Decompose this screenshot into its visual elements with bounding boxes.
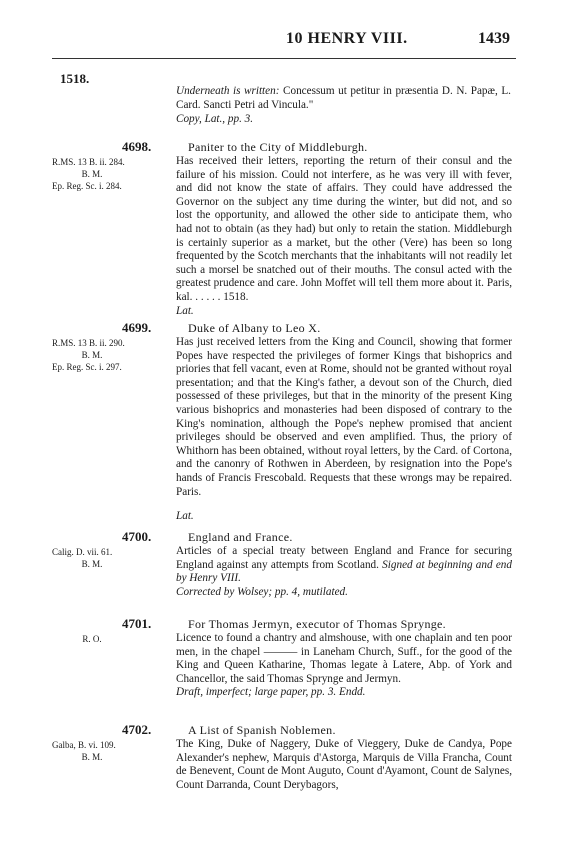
entry-body — [176, 632, 512, 700]
entry-references — [52, 633, 172, 645]
entry-note: Lat. — [176, 510, 194, 522]
header-rule — [52, 58, 516, 59]
reference: Galba, B. vi. 109. — [52, 740, 116, 750]
entry-title: Paniter to the City of Middleburgh. — [188, 140, 368, 154]
prelude-lead: Underneath is written: — [176, 85, 280, 97]
reference: R.MS. 13 B. ii. 284. — [52, 157, 125, 167]
entry-text: Licence to found a chantry and almshouse, with one chaplain and ten poor men, in the chapel ——— in Laneham Church, Suff., for the good of the King and Queen Katharine, Thomas legate à Latere, Abp. of York and Chancellor, the said Thomas Sprynge and Jermyn. — [176, 632, 512, 685]
running-header — [0, 30, 567, 54]
entry-body — [176, 336, 512, 499]
entry-number: 4702. — [122, 722, 152, 737]
entry-text: Has just received letters from the King and Council, showing that former Popes have respected the privileges of former Kings that bishoprics and priories that fell vacant, even at Rome, should not be granted without royal presentation; and that the King's father, a devout son of the Church, died possessed of these privileges, but that in the minority of the present King various bishoprics and monasteries had been disposed of contrary to the King's nomination, although the Pope's nephew promised that ancient privileges should be observed and even amplified. Thus, the priory of Whithorn has been obtained, without royal letters, by the Card. of Cortona, and the canonry of Rothwen in Aberdeen, by resignation into the Pope's hands of Francis Frescobald. Requests that these wrongs may be repaired. Paris. — [176, 336, 512, 498]
running-title: 10 HENRY VIII. — [286, 30, 408, 47]
entry-text: Has received their letters, reporting the return of their consul and the failure of his mission. Could not interfere, as he was very ill with fever, and did not know the state of affairs. They could have addressed the Governor on the subject any time during the winter, but did not, and so lost the opportunity, and allowed the other side to anticipate them, who had not to obtain (as they had) but only to retain the station. Middleburgh is certainly superior as a market, but the other (Vere) has been so long frequented by the Scotch merchants that the inhabitants will not readily let such a morsel be snatched out of their mouths. The consul acted with the greatest prudence and care. John Moffet will tell them more about it. Paris, kal. . . . . . 1518. — [176, 155, 512, 303]
page-number: 1439 — [478, 30, 510, 47]
entry-title: A List of Spanish Noblemen. — [188, 723, 336, 737]
year-marker: 1518. — [60, 71, 90, 86]
entry-number: 4698. — [122, 139, 152, 154]
entry-number: 4699. — [122, 320, 152, 335]
reference: Ep. Reg. Sc. i. 284. — [52, 181, 122, 191]
reference: B. M. — [81, 752, 103, 762]
entry-title: For Thomas Jermyn, executor of Thomas Sprynge. — [188, 617, 446, 631]
reference: B. M. — [81, 169, 103, 179]
entry-note: Corrected by Wolsey; pp. 4, mutilated. — [176, 585, 348, 598]
prelude-text: Concessum ut petitur in præsentia D. N. Papæ, L. Card. Sancti Petri ad Vincula." — [176, 85, 511, 111]
entry-body — [176, 155, 512, 305]
entry-text: The King, Duke of Naggery, Duke of Vieggery, Duke de Candya, Pope Alexander's nephew, Marquis d'Astorga, Marquis de Villa Francha, Count de Benevent, Count de Mont Auguto, Count d'Ayamont, Count de Salynes, Count Darranda, Count Derybagors, — [176, 738, 512, 791]
reference: Ep. Reg. Sc. i. 297. — [52, 362, 122, 372]
entry-references — [52, 739, 172, 763]
entry-note: Draft, imperfect; large paper, pp. 3. Endd. — [176, 686, 366, 699]
reference: R. O. — [82, 634, 102, 644]
entry-body — [176, 545, 512, 599]
entry-references — [52, 337, 172, 373]
reference: B. M. — [81, 559, 103, 569]
reference: R.MS. 13 B. ii. 290. — [52, 338, 125, 348]
reference: Calig. D. vii. 61. — [52, 547, 113, 557]
entry-note: Lat. — [176, 305, 194, 317]
reference: B. M. — [81, 350, 103, 360]
entry-text-italic: Signed at beginning and end by Henry VIII. — [176, 558, 512, 585]
entry-references — [52, 156, 172, 192]
prelude-paragraph — [176, 84, 511, 126]
entry-number: 4701. — [122, 616, 152, 631]
entry-title: England and France. — [188, 530, 293, 544]
entry-body — [176, 738, 512, 792]
entry-title: Duke of Albany to Leo X. — [188, 321, 321, 335]
entry-text: Articles of a special treaty between England and France for securing England against any attempts from Scotland. — [176, 545, 512, 571]
entry-number: 4700. — [122, 529, 152, 544]
entry-references — [52, 546, 172, 570]
prelude-copy-note: Copy, Lat., pp. 3. — [176, 113, 254, 125]
